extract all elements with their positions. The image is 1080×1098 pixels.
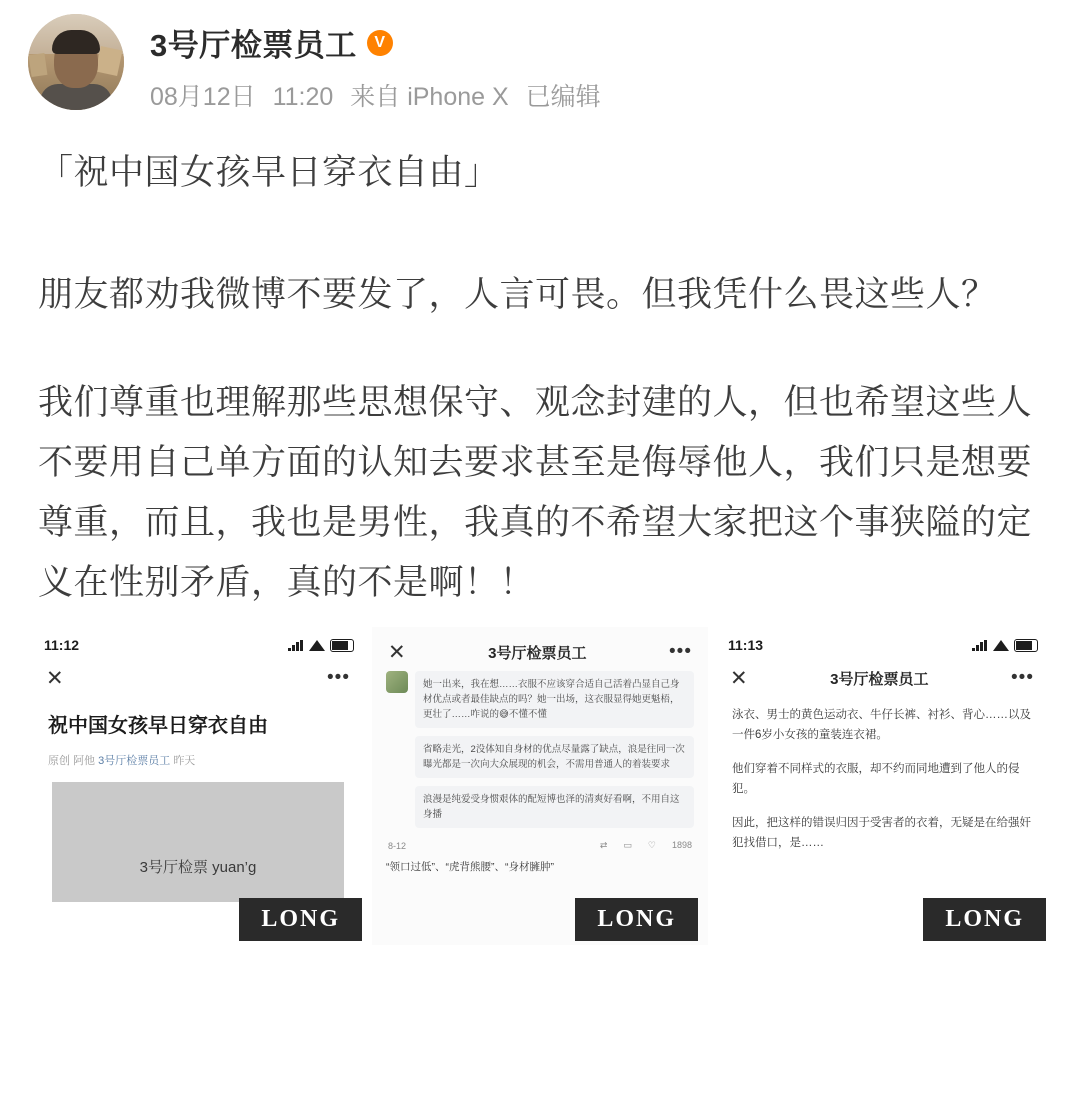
comment-text: 省略走光，2没体知自身材的优点尽量露了缺点，浪是往同一次曝光都是一次向大众展现的机会，不需用普通人的着装要求 [415, 736, 694, 778]
article-account[interactable]: 3号厅检票员工 [98, 755, 171, 767]
commenter-avatar [386, 671, 408, 693]
watermark-middle: LONG [575, 898, 698, 941]
article-paragraph-3: 因此，把这样的错误归因于受害者的衣着，无疑是在给强奸犯找借口，是…… [732, 817, 1031, 849]
more-dots-icon[interactable]: ••• [669, 641, 692, 662]
close-icon[interactable]: ✕ [730, 666, 748, 690]
watermark-right: LONG [923, 898, 1046, 941]
nav-title: 3号厅检票员工 [488, 644, 587, 662]
article-paragraph-2: 他们穿着不同样式的衣服，却不约而同地遭到了他人的侵犯。 [732, 763, 1020, 795]
comment-quote: 浪漫是纯爱受身惯艰体的配短博也泽的清爽好看啊，不用自这身播 [415, 786, 694, 828]
status-indicators [288, 639, 354, 652]
verified-badge-icon: V [367, 30, 393, 56]
comment-actions [372, 836, 708, 851]
comment-item[interactable] [386, 786, 694, 828]
article-byline [30, 738, 366, 768]
comment-text: 她一出来，我在想……衣服不应该穿合适自己活着凸显自己身材优点或者最佳缺点的吗？她一出场，这衣服显得她更魁梧，更壮了……咋说的😅不懂不懂 [415, 671, 694, 728]
article-image [52, 782, 344, 902]
signal-icon [972, 640, 988, 651]
article-body [714, 689, 1050, 853]
avatar-hair [52, 30, 100, 54]
post-paragraph-1: 「祝中国女孩早日穿衣自由」 [38, 153, 500, 192]
status-indicators [972, 639, 1038, 652]
status-time: 11:13 [728, 637, 764, 653]
comment-icon[interactable]: ▭ [623, 840, 632, 850]
avatar-highlight-left [29, 53, 48, 77]
post-content [0, 113, 1080, 613]
close-icon[interactable]: ✕ [46, 666, 64, 690]
screenshot-left[interactable] [30, 627, 366, 945]
watermark-left: LONG [239, 898, 362, 941]
comment-list [372, 663, 708, 828]
post-edited-flag: 已编辑 [525, 83, 601, 111]
nav-title: 3号厅检票员工 [830, 670, 929, 688]
like-icon[interactable]: ♡ [647, 840, 656, 850]
signal-icon [288, 640, 304, 651]
post-date: 08月12日 [150, 83, 256, 111]
article-paragraph-1: 泳衣、男士的黄色运动衣、牛仔长裤、衬衫、背心……以及一件6岁小女孩的童装连衣裙。 [732, 709, 1031, 741]
post-time: 11:20 [272, 83, 334, 111]
nav-bar-middle [372, 627, 708, 663]
header-text [150, 14, 611, 113]
article-image-caption: 3号厅检票 yuan’g [139, 859, 257, 877]
like-count: 1898 [671, 840, 692, 850]
action-icons [600, 840, 692, 851]
wifi-icon [993, 640, 1009, 651]
author-name[interactable]: 3号厅检票员工 [150, 28, 357, 63]
screenshot-middle[interactable] [372, 627, 708, 945]
nav-bar [714, 653, 1050, 689]
screenshot-right[interactable] [714, 627, 1050, 945]
comment-footer-text: “领口过低”、“虎背熊腰”、“身材臃肿” [386, 861, 554, 873]
more-dots-icon[interactable]: ••• [1011, 667, 1034, 688]
article-time: 昨天 [173, 755, 196, 767]
status-bar [30, 627, 366, 653]
status-bar [714, 627, 1050, 653]
avatar-image [28, 14, 124, 110]
comment-timestamp: 8-12 [388, 840, 407, 851]
more-dots-icon[interactable]: ••• [327, 667, 350, 688]
post-header [0, 0, 1080, 113]
comment-item[interactable] [386, 671, 694, 728]
status-time: 11:12 [44, 637, 80, 653]
comment-item[interactable] [386, 736, 694, 778]
post-paragraph-3: 我们尊重也理解那些思想保守、观念封建的人，但也希望这些人不要用自己单方面的认知去要求甚至是侮辱他人，我们只是想要尊重，而且，我也是男性，我真的不希望大家把这个事狭隘的定义在性别矛盾，真的不是啊！！ [38, 383, 1033, 602]
battery-icon [1014, 639, 1038, 652]
post-paragraph-2: 朋友都劝我微博不要发了，人言可畏。但我凭什么畏这些人？ [38, 275, 997, 314]
screenshot-strip [0, 627, 1080, 945]
close-icon[interactable]: ✕ [388, 640, 406, 664]
repost-icon[interactable]: ⇄ [599, 840, 608, 850]
post-source: 来自 iPhone X [350, 83, 509, 111]
article-original-tag: 原创 [48, 755, 70, 767]
avatar[interactable] [28, 14, 124, 110]
post-meta [150, 77, 611, 113]
article-title: 祝中国女孩早日穿衣自由 [48, 715, 268, 737]
battery-icon [330, 639, 354, 652]
name-row [150, 20, 611, 65]
article-author: 阿他 [73, 755, 96, 767]
wifi-icon [309, 640, 325, 651]
nav-bar [30, 653, 366, 689]
